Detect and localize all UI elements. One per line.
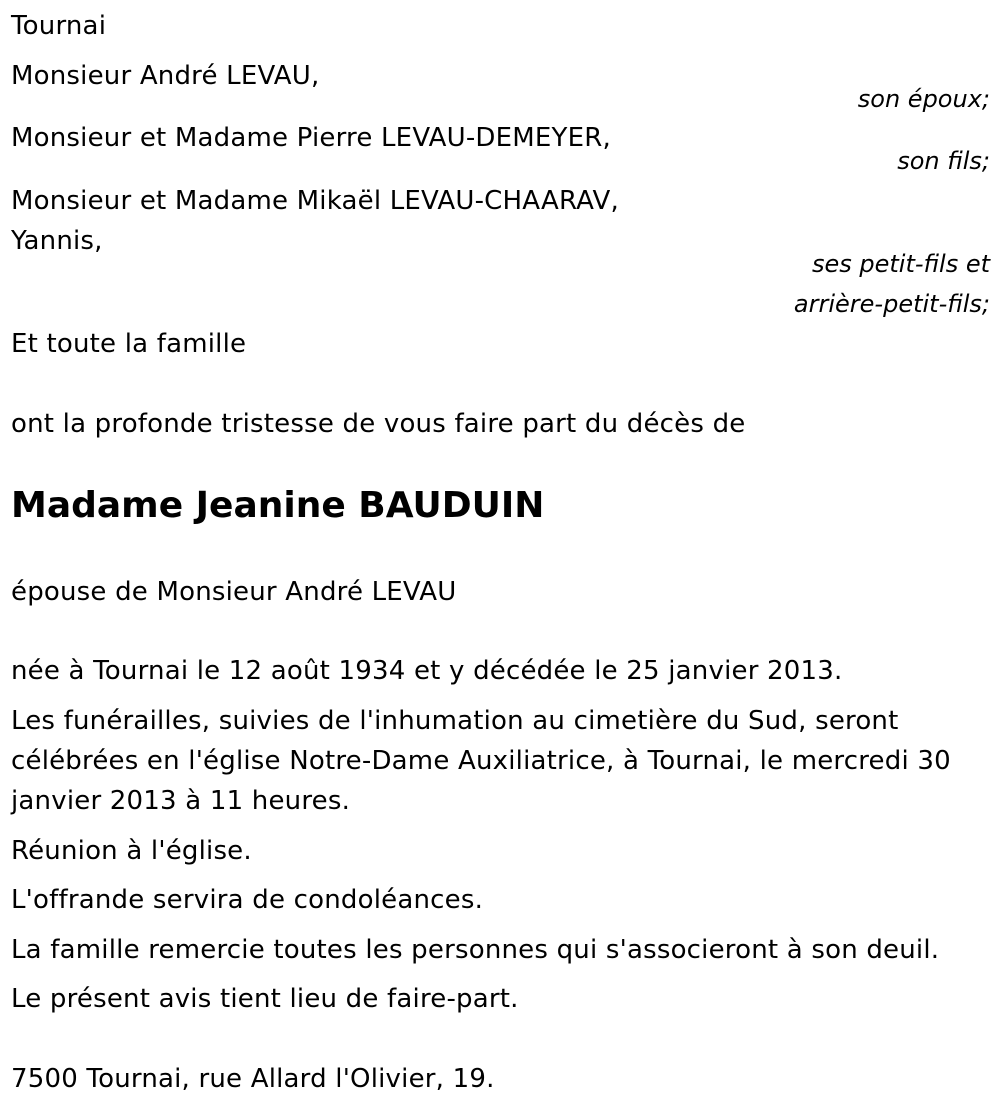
deceased-name: Madame Jeanine BAUDUIN [11, 485, 545, 526]
meeting-line: Réunion à l'église. [11, 836, 252, 866]
son-name: Monsieur et Madame Pierre LEVAU-DEMEYER, [11, 123, 611, 153]
city-heading: Tournai [11, 11, 107, 41]
funeral-line-2: célébrées en l'église Notre-Dame Auxiliatrice, à Tournai, le mercredi 30 [11, 746, 951, 776]
grandchildren-role-line1: ses petit-fils et [811, 250, 990, 278]
great-grandson-name: Yannis, [11, 226, 103, 256]
son-role: son fils; [897, 147, 990, 175]
grandson-name: Monsieur et Madame Mikaël LEVAU-CHAARAV, [11, 186, 619, 216]
funeral-line-1: Les funérailles, suivies de l'inhumation au cimetière du Sud, seront [11, 706, 899, 736]
spouse-of-line: épouse de Monsieur André LEVAU [11, 577, 457, 607]
offering-line: L'offrande servira de condoléances. [11, 885, 484, 915]
thanks-line: La famille remercie toutes les personnes qui s'associeront à son deuil. [11, 935, 940, 965]
grandchildren-role-line2: arrière-petit-fils; [793, 290, 990, 318]
funeral-line-3: janvier 2013 à 11 heures. [11, 786, 351, 816]
announcement-intro: ont la profonde tristesse de vous faire part du décès de [11, 409, 746, 439]
spouse-role: son époux; [857, 85, 990, 113]
address-line: 7500 Tournai, rue Allard l'Olivier, 19. [11, 1064, 495, 1094]
spouse-name: Monsieur André LEVAU, [11, 61, 320, 91]
notice-line: Le présent avis tient lieu de faire-part. [11, 984, 519, 1014]
rest-of-family: Et toute la famille [11, 329, 247, 359]
birth-death-line: née à Tournai le 12 août 1934 et y décédée le 25 janvier 2013. [11, 656, 843, 686]
